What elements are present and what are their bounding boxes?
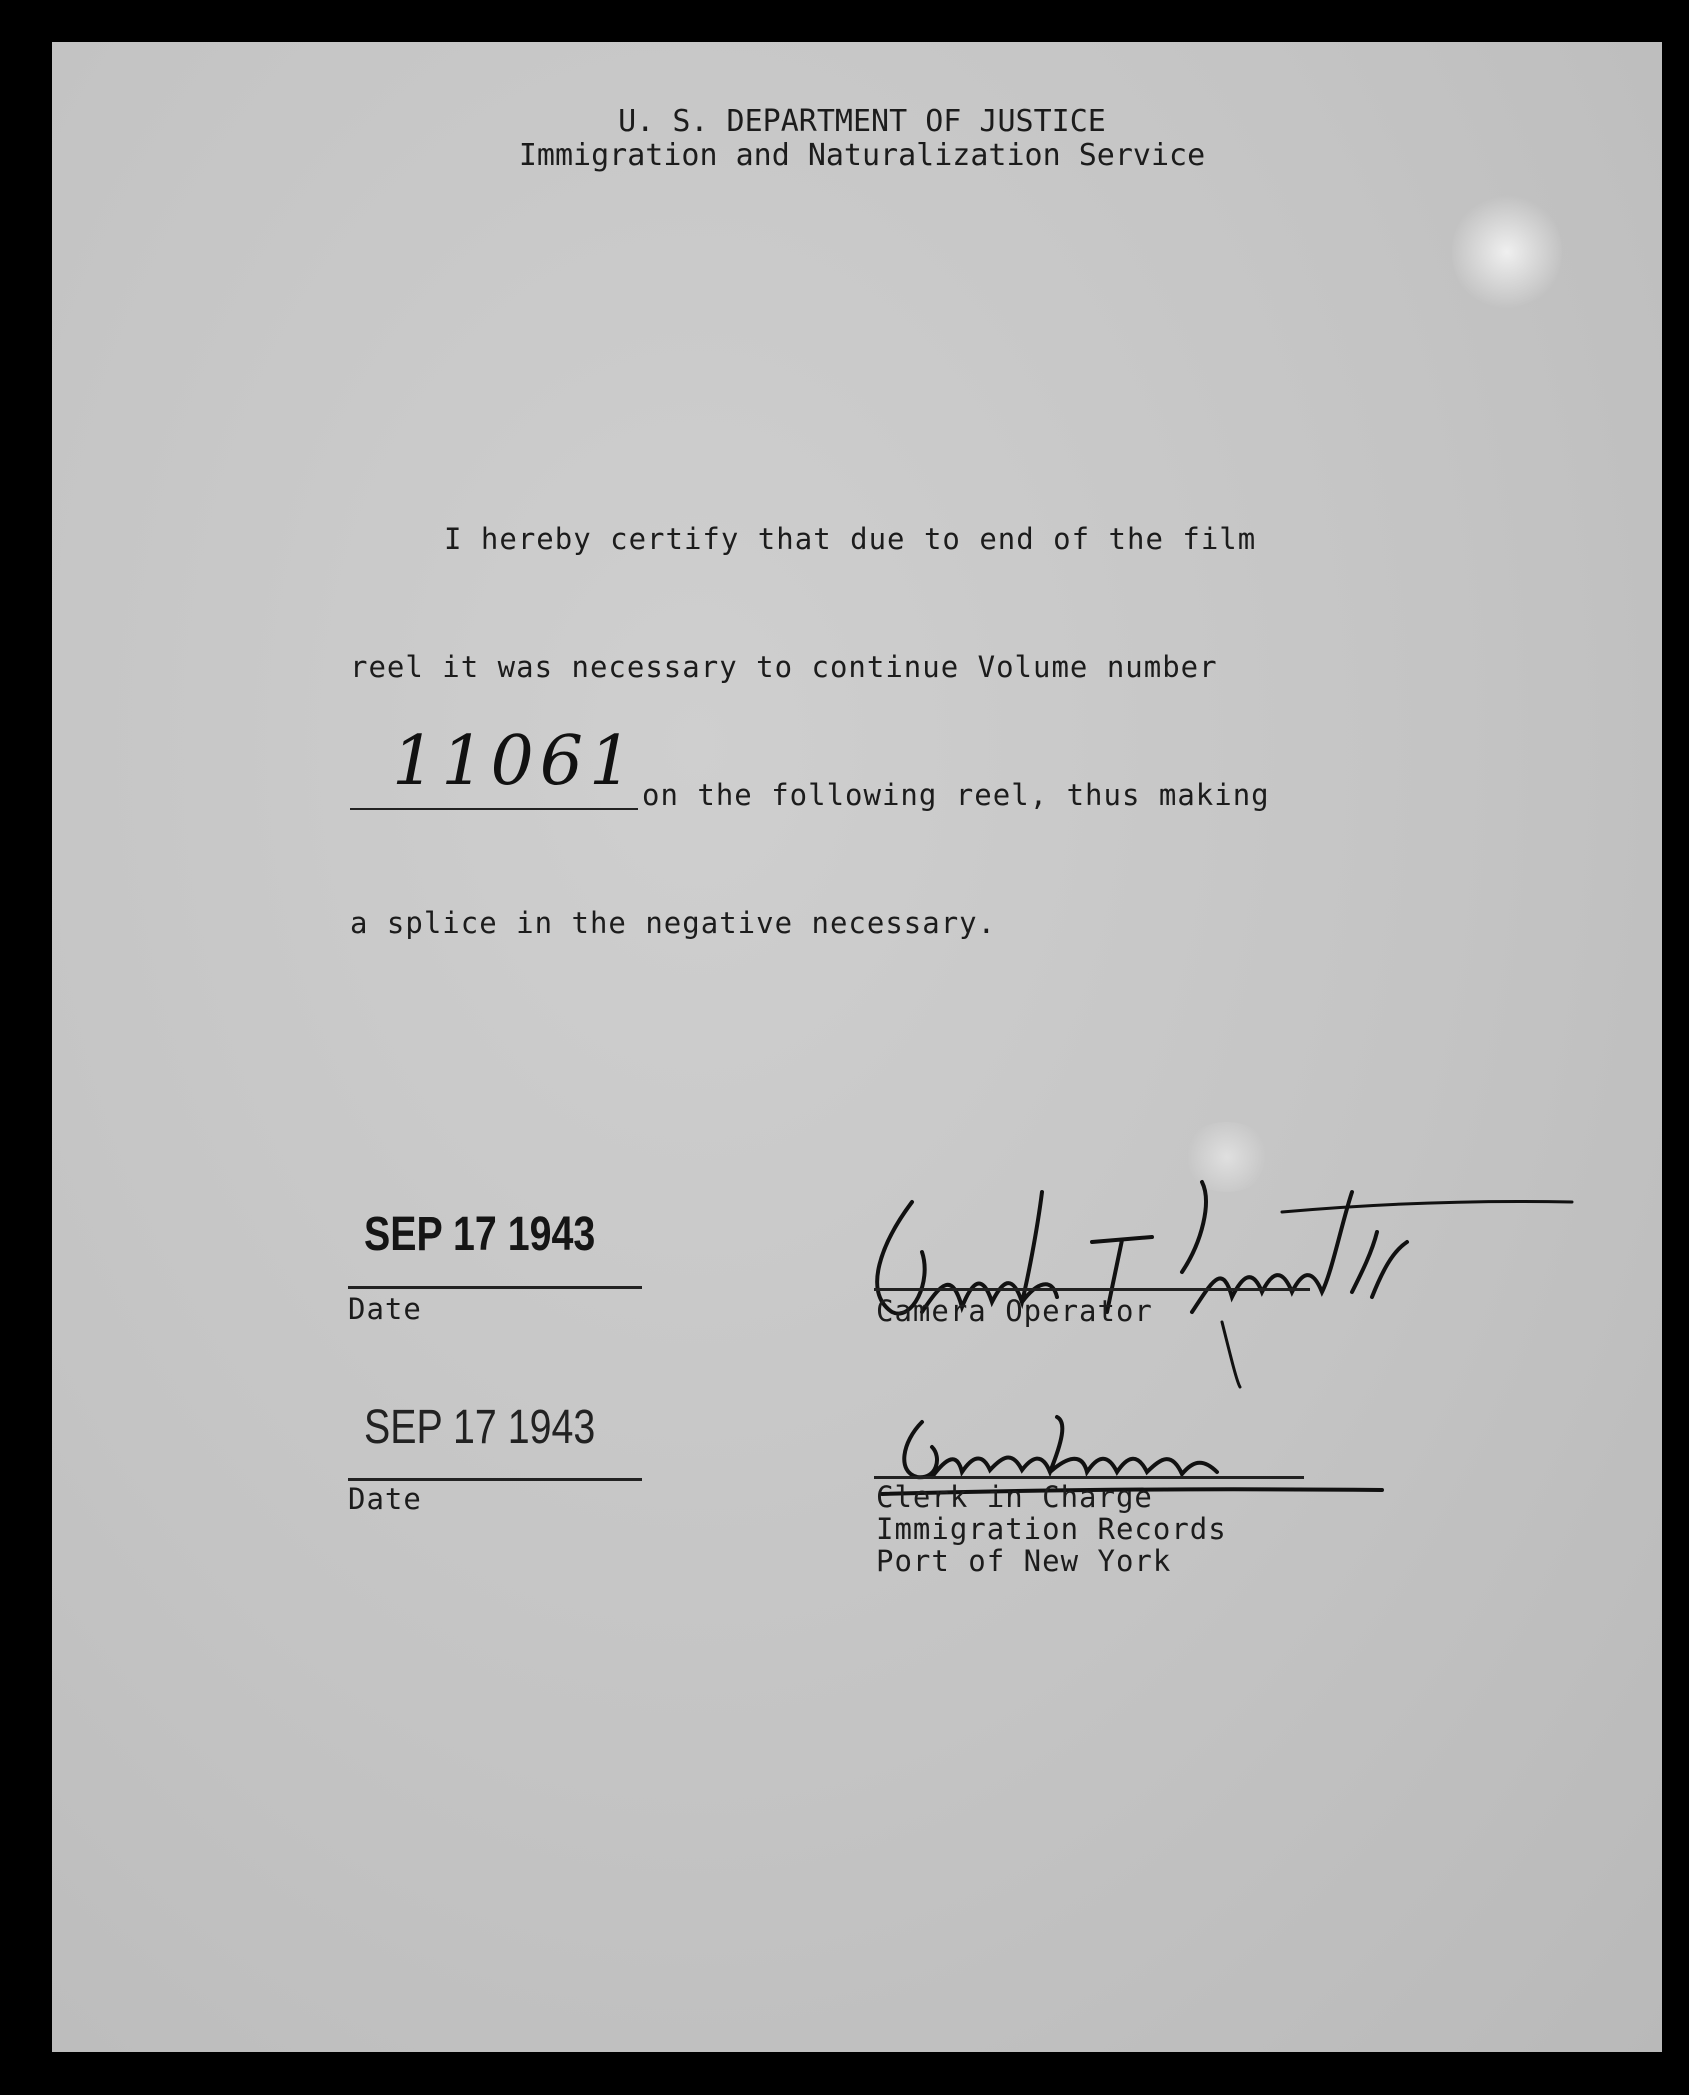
department-heading: U. S. DEPARTMENT OF JUSTICE <box>618 104 1106 139</box>
certify-line-4: a splice in the negative necessary. <box>350 906 997 940</box>
date-label-2: Date <box>348 1482 422 1516</box>
clerk-title-line-3: Port of New York <box>876 1544 1172 1578</box>
certify-line-3: on the following reel, thus making <box>642 778 1270 812</box>
clerk-title-line-1: Clerk in Charge <box>876 1480 1153 1514</box>
certify-line-1: I hereby certify that due to end of the film <box>444 522 1257 556</box>
date-stamp-1: SEP 17 1943 <box>364 1208 596 1261</box>
date-label-1: Date <box>348 1292 422 1326</box>
volume-number-handwritten: 11061 <box>392 722 639 801</box>
camera-operator-label: Camera Operator <box>876 1294 1153 1328</box>
clerk-signature-line <box>874 1476 1304 1479</box>
date-line-1 <box>348 1286 642 1289</box>
service-heading: Immigration and Naturalization Service <box>518 138 1206 173</box>
clerk-title-line-2: Immigration Records <box>876 1512 1227 1546</box>
document-sheet <box>52 42 1662 2052</box>
date-line-2 <box>348 1478 642 1481</box>
camera-operator-line <box>874 1288 1310 1291</box>
volume-number-blank-line <box>350 808 638 810</box>
camera-operator-signature <box>852 1132 1612 1392</box>
date-stamp-2: SEP 17 1943 <box>364 1401 596 1454</box>
certify-line-2: reel it was necessary to continue Volume number <box>350 650 1218 684</box>
light-glare <box>1452 192 1562 312</box>
